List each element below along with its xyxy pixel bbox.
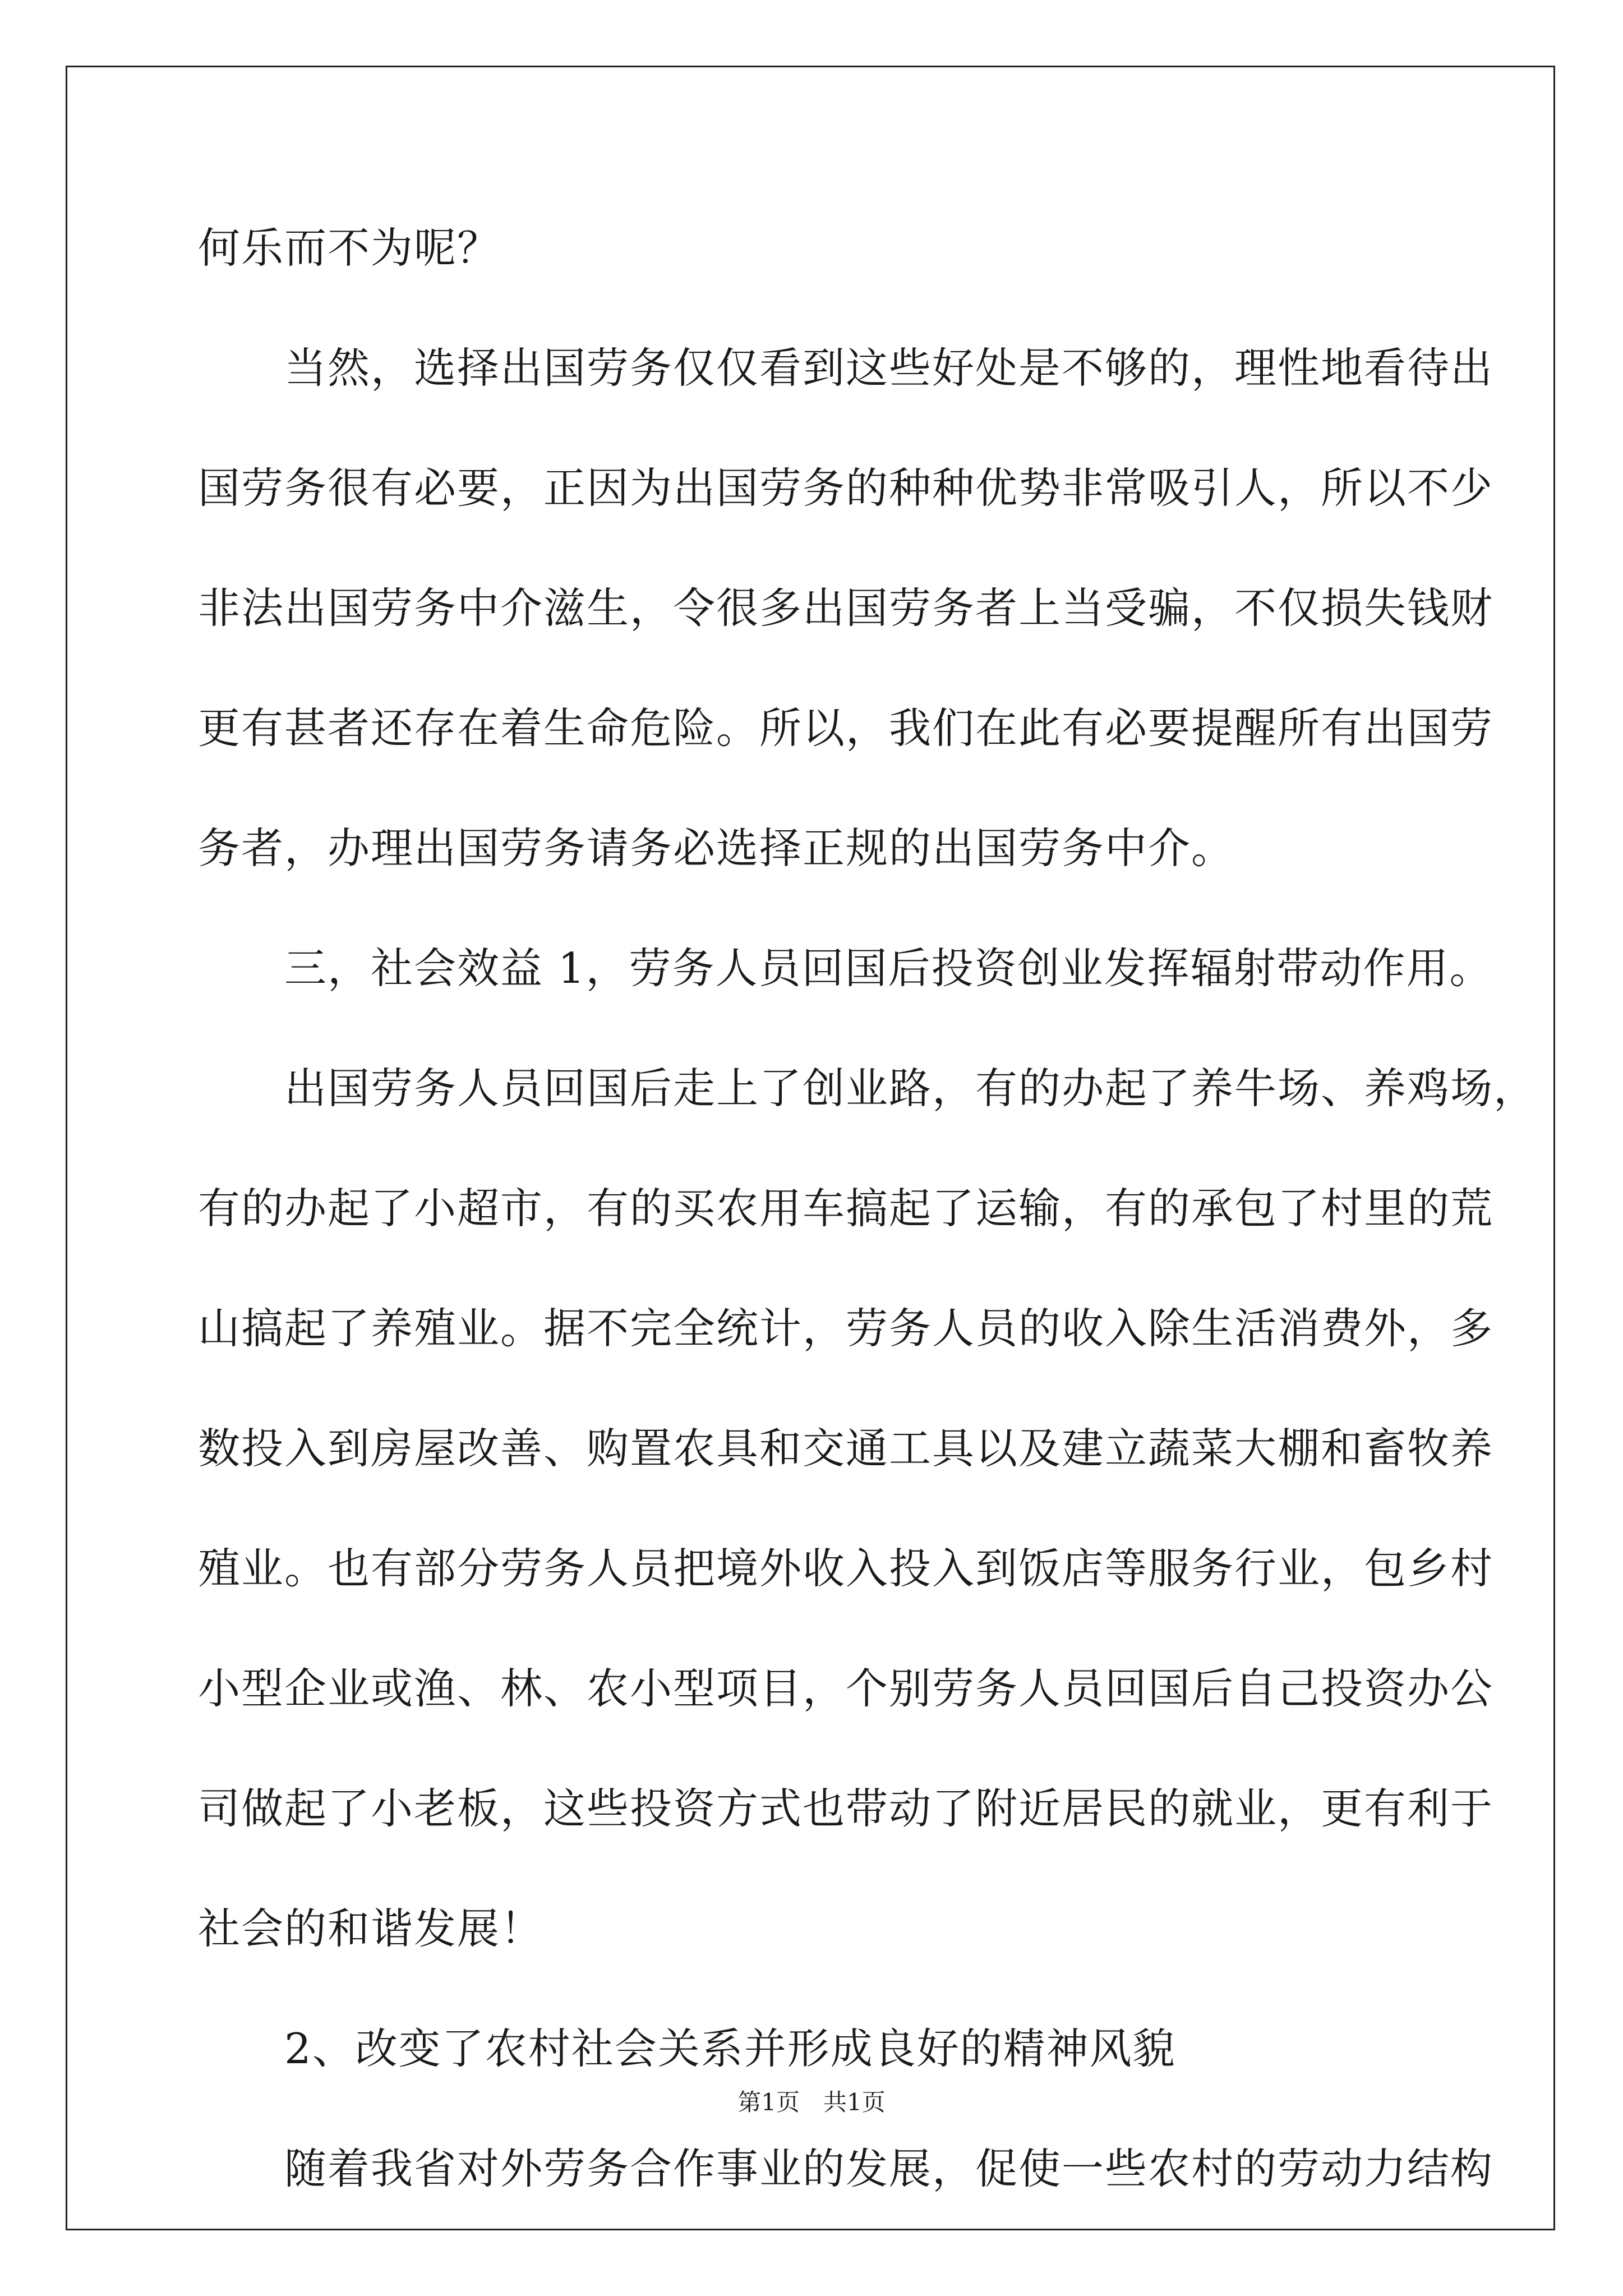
text-line: 殖业。也有部分劳务人员把境外收入投入到饭店等服务行业，包乡村 (198, 1544, 1494, 1593)
text-line: 当然，选择出国劳务仅仅看到这些好处是不够的，理性地看待出 (198, 343, 1494, 393)
text-line: 务者，办理出国劳务请务必选择正规的出国劳务中介。 (198, 823, 1235, 873)
text-line: 小型企业或渔、林、农小型项目，个别劳务人员回国后自己投资办公 (198, 1664, 1494, 1713)
text-line: 何乐而不为呢？ (198, 223, 501, 273)
text-line: 国劳务很有必要，正因为出国劳务的种种优势非常吸引人，所以不少 (198, 463, 1494, 513)
text-line: 山搞起了养殖业。据不完全统计，劳务人员的收入除生活消费外，多 (198, 1304, 1494, 1353)
text-line: 随着我省对外劳务合作事业的发展，促使一些农村的劳动力结构 (198, 2144, 1494, 2193)
text-line: 非法出国劳务中介滋生，令很多出国劳务者上当受骗，不仅损失钱财 (198, 583, 1494, 633)
text-line: 出国劳务人员回国后走上了创业路，有的办起了养牛场、养鸡场， (198, 1064, 1537, 1113)
text-line: 司做起了小老板，这些投资方式也带动了附近居民的就业，更有利于 (198, 1784, 1494, 1833)
text-line: 三，社会效益 1，劳务人员回国后投资创业发挥辐射带动作用。 (198, 944, 1493, 993)
text-line: 社会的和谐发展！ (198, 1904, 544, 1953)
text-line: 更有甚者还存在着生命危险。所以，我们在此有必要提醒所有出国劳 (198, 703, 1494, 753)
text-line: 2、改变了农村社会关系并形成良好的精神风貌 (198, 2024, 1176, 2073)
text-line: 有的办起了小超市，有的买农用车搞起了运输，有的承包了村里的荒 (198, 1184, 1494, 1233)
page-number-footer: 第1页 共1页 (737, 2088, 886, 2116)
text-line: 数投入到房屋改善、购置农具和交通工具以及建立蔬菜大棚和畜牧养 (198, 1424, 1494, 1473)
